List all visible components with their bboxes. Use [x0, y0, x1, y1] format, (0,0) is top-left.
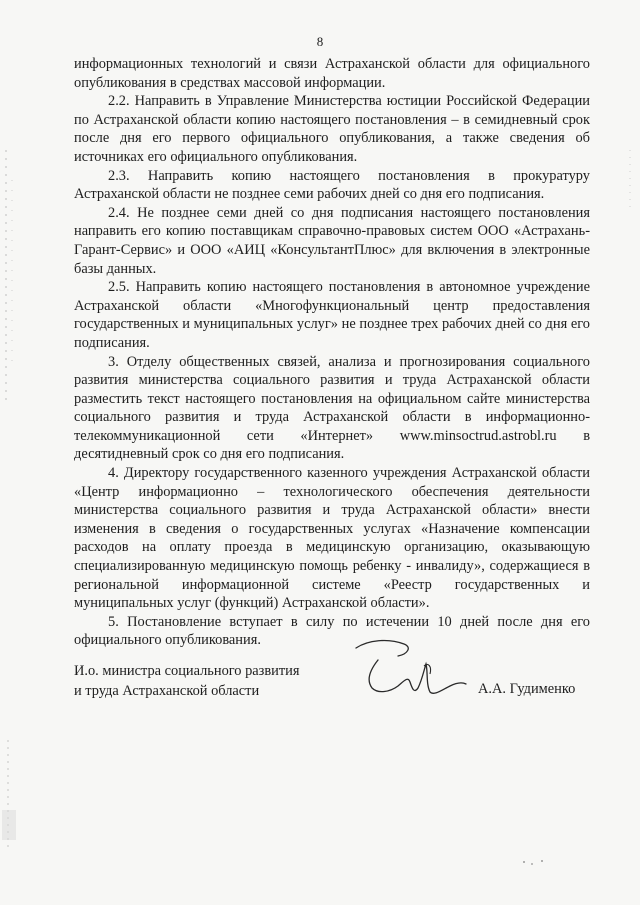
document-body	[74, 55, 590, 650]
paragraph-2-2: 2.2. Направить в Управление Министерства юстиции Российской Федерации по Астраханской области копию настоящего постановления – в семидневный срок после дня его первого официального опубликования, а также сведения об источниках его официального опубликования.	[74, 93, 590, 165]
signatory-name: А.А. Гудименко	[478, 681, 576, 697]
paragraph-4: 4. Директору государственного казенного учреждения Астраханской области «Центр информационно – технологического обеспечения деятельности министерства социального развития и труда Астраханской области» внести изменения в сведения о государственных услугах «Назначение компенсации расходов на оплату проезда в медицинскую организацию, оказывающую специализированную медицинскую помощь ребенку - инвалиду», содержащиеся в региональной информационной системе «Реестр государственных и муниципальных услуг (функций) Астраханской области».	[74, 465, 590, 612]
paragraph-2-5: 2.5. Направить копию настоящего постановления в автономное учреждение Астраханской области «Многофункциональный центр предоставления государственных и муниципальных услуг» не позднее трех рабочих дней со дня его подписания.	[74, 279, 590, 351]
handwritten-signature	[338, 636, 470, 706]
paragraph-continuation: информационных технологий и связи Астраханской области для официального опубликования в средствах массовой информации.	[74, 56, 590, 91]
paragraph-3: 3. Отделу общественных связей, анализа и прогнозирования социального развития министерства социального развития и труда Астраханской области разместить текст настоящего постановления на официальном сайте министерства социального развития и труда Астраханской области в информационно-телекоммуникационной сети «Интернет» www.minsoctrud.astrobl.ru в десятидневный срок со дня его подписания.	[74, 353, 590, 463]
scan-edge-artifact-bottom	[0, 740, 24, 860]
signatory-position	[74, 661, 299, 701]
scan-edge-artifact-right	[622, 150, 638, 210]
page-number: 8	[316, 34, 324, 49]
paragraph-5: 5. Постановление вступает в силу по истечении 10 дней после дня его официального опубликования.	[74, 613, 590, 649]
signatory-position-line2: и труда Астраханской области	[74, 683, 260, 699]
paragraph-2-4: 2.4. Не позднее семи дней со дня подписания настоящего постановления направить его копию поставщикам справочно-правовых систем ООО «Астрахань-Гарант-Сервис» и ООО «АИЦ «КонсультантПлюс» для включения в электронные базы данных.	[74, 204, 590, 277]
scan-edge-artifact	[0, 120, 20, 420]
paragraph-2-3: 2.3. Направить копию настоящего постановления в прокуратуру Астраханской области не позднее семи рабочих дней со дня его подписания.	[74, 167, 590, 203]
scan-speck	[520, 855, 550, 869]
signatory-position-line1: И.о. министра социального развития	[74, 663, 300, 679]
